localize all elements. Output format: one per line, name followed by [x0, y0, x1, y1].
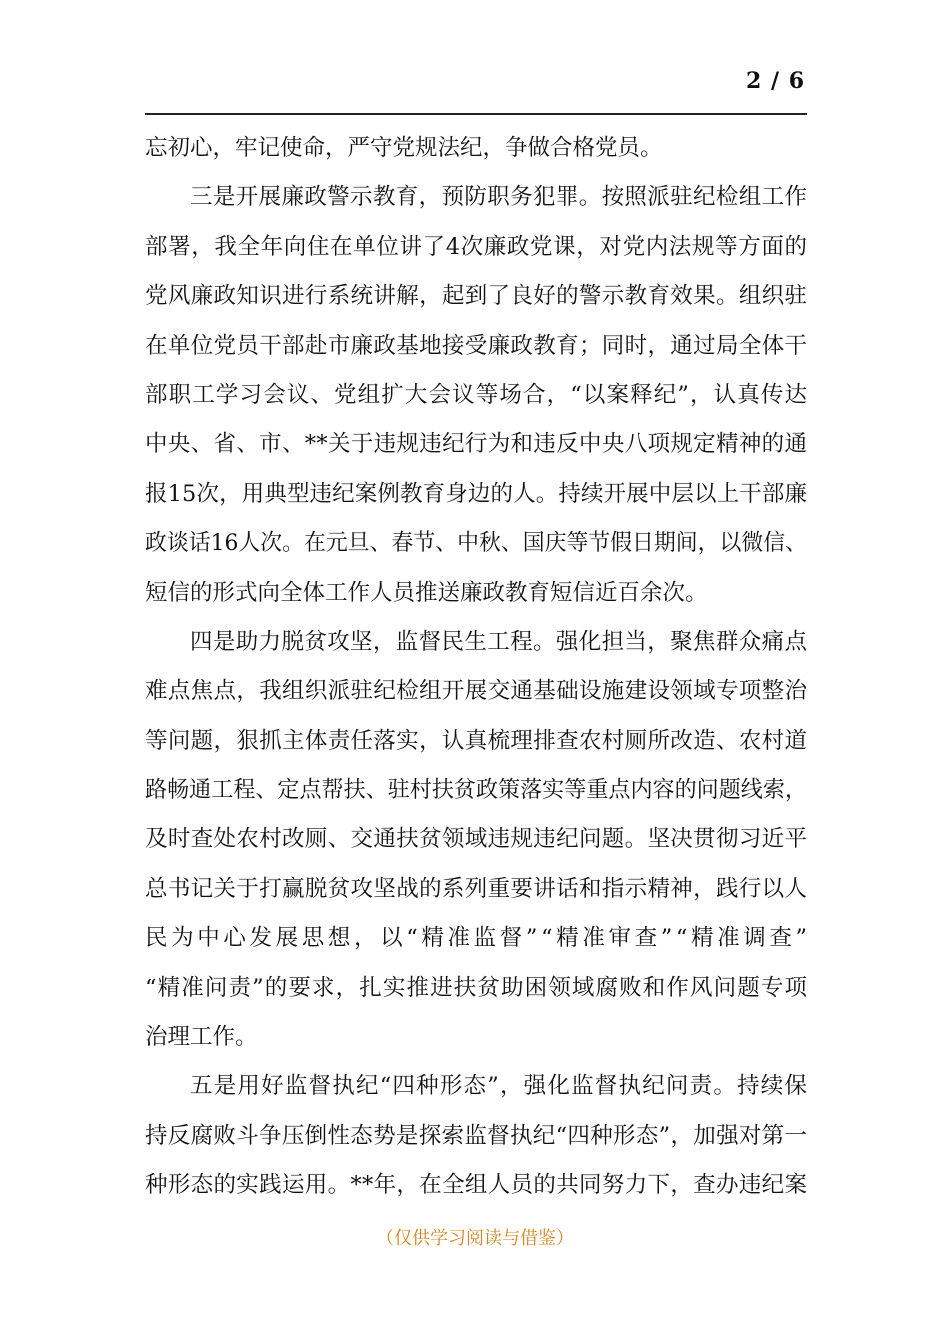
text-line: 难点焦点，我组织派驻纪检组开展交通基础设施建设领域专项整治: [145, 678, 808, 705]
text-line: 总书记关于打赢脱贫攻坚战的系列重要讲话和指示精神，践行以人: [145, 875, 808, 902]
text-line: 报15次，用典型违纪案例教育身边的人。持续开展中层以上干部廉: [145, 480, 808, 507]
text-line: 政谈话16人次。在元旦、春节、中秋、国庆等节假日期间，以微信、: [145, 530, 808, 557]
text-line: 忘初心，牢记使命，严守党规法纪，争做合格党员。: [145, 135, 663, 161]
text-line: 路畅通工程、定点帮扶、驻村扶贫政策落实等重点内容的问题线索，: [145, 777, 807, 804]
page-number: 2 / 6: [746, 68, 805, 94]
text-line: 持反腐败斗争压倒性态势是探索监督执纪“四种形态”，加强对第一: [145, 1122, 808, 1149]
footer-disclaimer: （仅供学习阅读与借鉴）: [376, 1228, 574, 1249]
text-line: 治理工作。: [145, 1024, 258, 1051]
paragraph-first-line: 五是用好监督执纪“四种形态”，强化监督执纪问责。持续保: [190, 1073, 809, 1100]
text-line: 及时查处农村改厕、交通扶贫领域违规违纪问题。坚决贯彻习近平: [145, 826, 808, 853]
text-line: “精准问责”的要求，扎实推进扶贫助困领域腐败和作风问题专项: [145, 974, 809, 1001]
text-line: 等问题，狠抓主体责任落实，认真梳理排查农村厕所改造、农村道: [145, 727, 808, 754]
paragraph-first-line: 三是开展廉政警示教育，预防职务犯罪。按照派驻纪检组工作: [190, 184, 808, 211]
text-line: 在单位党员干部赴市廉政基地接受廉政教育；同时，通过局全体干: [145, 332, 808, 359]
text-line: 短信的形式向全体工作人员推送廉政教育短信近百余次。: [145, 579, 708, 606]
text-line: 部职工学习会议、党组扩大会议等场合，“以案释纪”，认真传达: [145, 381, 809, 408]
text-line: 党风廉政知识进行系统讲解，起到了良好的警示教育效果。组织驻: [145, 283, 808, 310]
text-line: 民为中心发展思想，以“精准监督”“精准审查”“精准调查”: [145, 925, 811, 952]
text-line: 种形态的实践运用。**年，在全组人员的共同努力下，查办违纪案: [145, 1172, 808, 1199]
document-body: [145, 124, 811, 1211]
header-divider: [145, 113, 807, 115]
paragraph-first-line: 四是助力脱贫攻坚，监督民生工程。强化担当，聚焦群众痛点: [190, 628, 808, 655]
text-line: 部署，我全年向住在单位讲了4次廉政党课，对党内法规等方面的: [145, 233, 808, 260]
text-line: 中央、省、市、**关于违规违纪行为和违反中央八项规定精神的通: [145, 431, 808, 458]
